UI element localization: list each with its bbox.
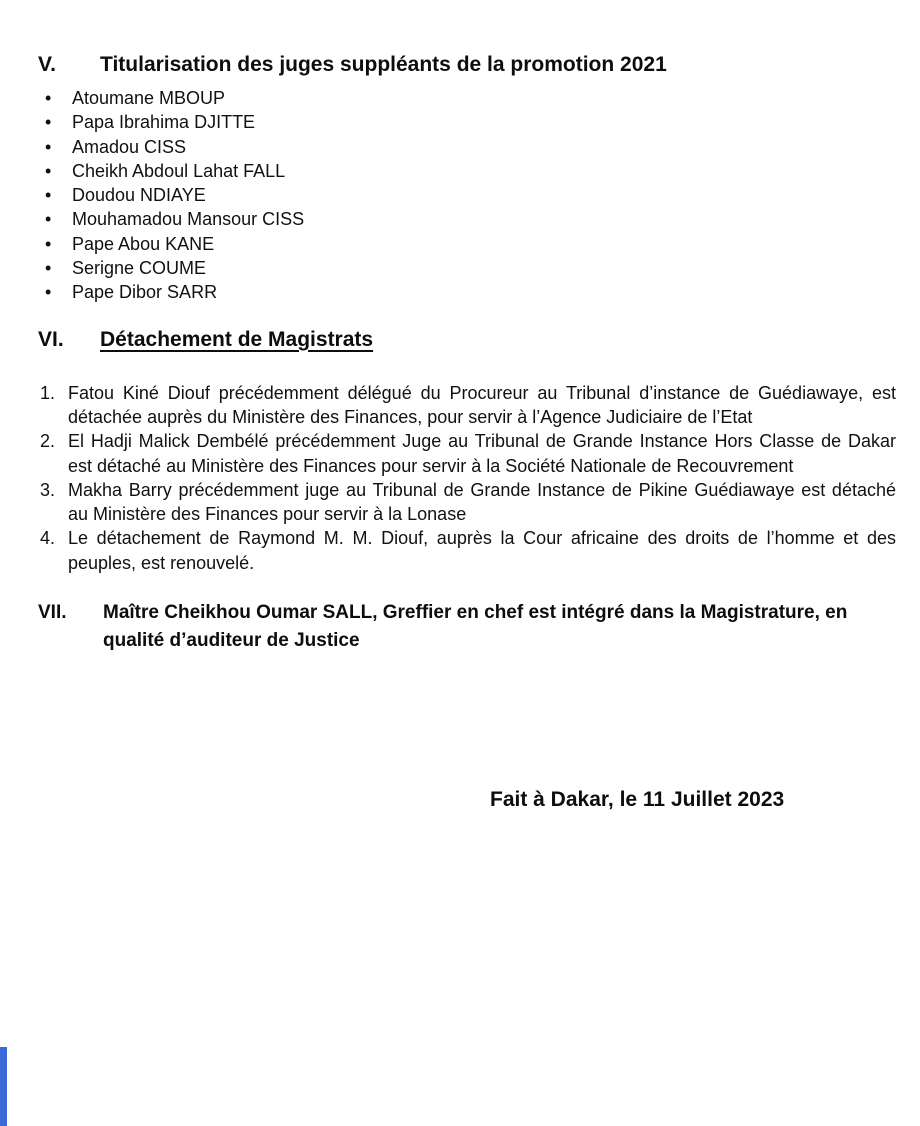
- judge-name: Papa Ibrahima DJITTE: [72, 112, 256, 133]
- list-item: [38, 429, 896, 478]
- list-item: [38, 135, 896, 159]
- judge-name: Pape Abou KANE: [72, 233, 215, 254]
- detachment-text: Makha Barry précédemment juge au Tribunal de Grande Instance de Pikine Guédiawaye est détaché au Ministère des Finances pour servir à la Lonase: [68, 479, 896, 525]
- bullet-icon: •: [45, 185, 52, 206]
- section-vii-heading: [38, 599, 896, 654]
- section-v-list: [38, 86, 896, 305]
- judge-name: Doudou NDIAYE: [72, 185, 206, 206]
- section-vii-number: VII.: [38, 602, 67, 624]
- bullet-icon: •: [45, 209, 52, 230]
- judge-name: Pape Dibor SARR: [72, 282, 218, 303]
- list-item: [38, 110, 896, 134]
- judge-name: Serigne COUME: [72, 258, 207, 279]
- section-vi-heading: [38, 327, 896, 353]
- bullet-icon: •: [45, 88, 52, 108]
- bullet-icon: •: [45, 258, 52, 279]
- list-item: [38, 207, 896, 231]
- detachment-text: Le détachement de Raymond M. M. Diouf, auprès la Cour africaine des droits de l’homme et des peuples, est renouvelé.: [68, 528, 896, 573]
- bullet-icon: •: [45, 282, 52, 303]
- list-item: [38, 381, 896, 430]
- section-vi-number: VI.: [38, 327, 64, 351]
- judge-name: Amadou CISS: [72, 136, 187, 157]
- section-vi-title: Détachement de Magistrats: [100, 327, 374, 351]
- detachment-text: Fatou Kiné Diouf précédemment délégué du Procureur au Tribunal d’instance de Guédiawaye, est détachée auprès du Ministère des Finances, pour servir à l’Agence Judiciaire de l’Etat: [68, 382, 896, 427]
- list-item: [38, 280, 896, 304]
- section-v-title: Titularisation des juges suppléants de la promotion 2021: [100, 53, 667, 76]
- left-edge-blue-bar: [0, 1047, 7, 1126]
- section-v-heading: [38, 52, 896, 78]
- list-item: [38, 526, 896, 575]
- bullet-icon: •: [45, 136, 52, 157]
- judge-name: Cheikh Abdoul Lahat FALL: [72, 160, 286, 181]
- list-item: [38, 183, 896, 207]
- bullet-icon: •: [45, 112, 52, 133]
- section-vii-text: Maître Cheikhou Oumar SALL, Greffier en chef est intégré dans la Magistrature, en qualité d’auditeur de Justice: [103, 602, 848, 651]
- list-item: [38, 159, 896, 183]
- list-item: [38, 478, 896, 527]
- judge-name: Mouhamadou Mansour CISS: [72, 209, 305, 230]
- list-item: [38, 256, 896, 280]
- item-number: 2.: [40, 431, 56, 452]
- section-vi-list: [38, 381, 896, 575]
- bullet-icon: •: [45, 160, 52, 181]
- detachment-text: El Hadji Malick Dembélé précédemment Juge au Tribunal de Grande Instance Hors Classe de Dakar est détaché au Ministère des Finances pour servir à la Société Nationale de Recouvrement: [68, 431, 896, 476]
- judge-name: Atoumane MBOUP: [72, 88, 226, 108]
- item-number: 3.: [40, 479, 56, 500]
- list-item: [38, 232, 896, 256]
- item-number: 1.: [40, 382, 56, 403]
- section-v-number: V.: [38, 53, 56, 76]
- bullet-icon: •: [45, 233, 52, 254]
- item-number: 4.: [40, 528, 56, 549]
- date-line: Fait à Dakar, le 11 Juillet 2023: [490, 788, 785, 812]
- list-item: [38, 86, 896, 110]
